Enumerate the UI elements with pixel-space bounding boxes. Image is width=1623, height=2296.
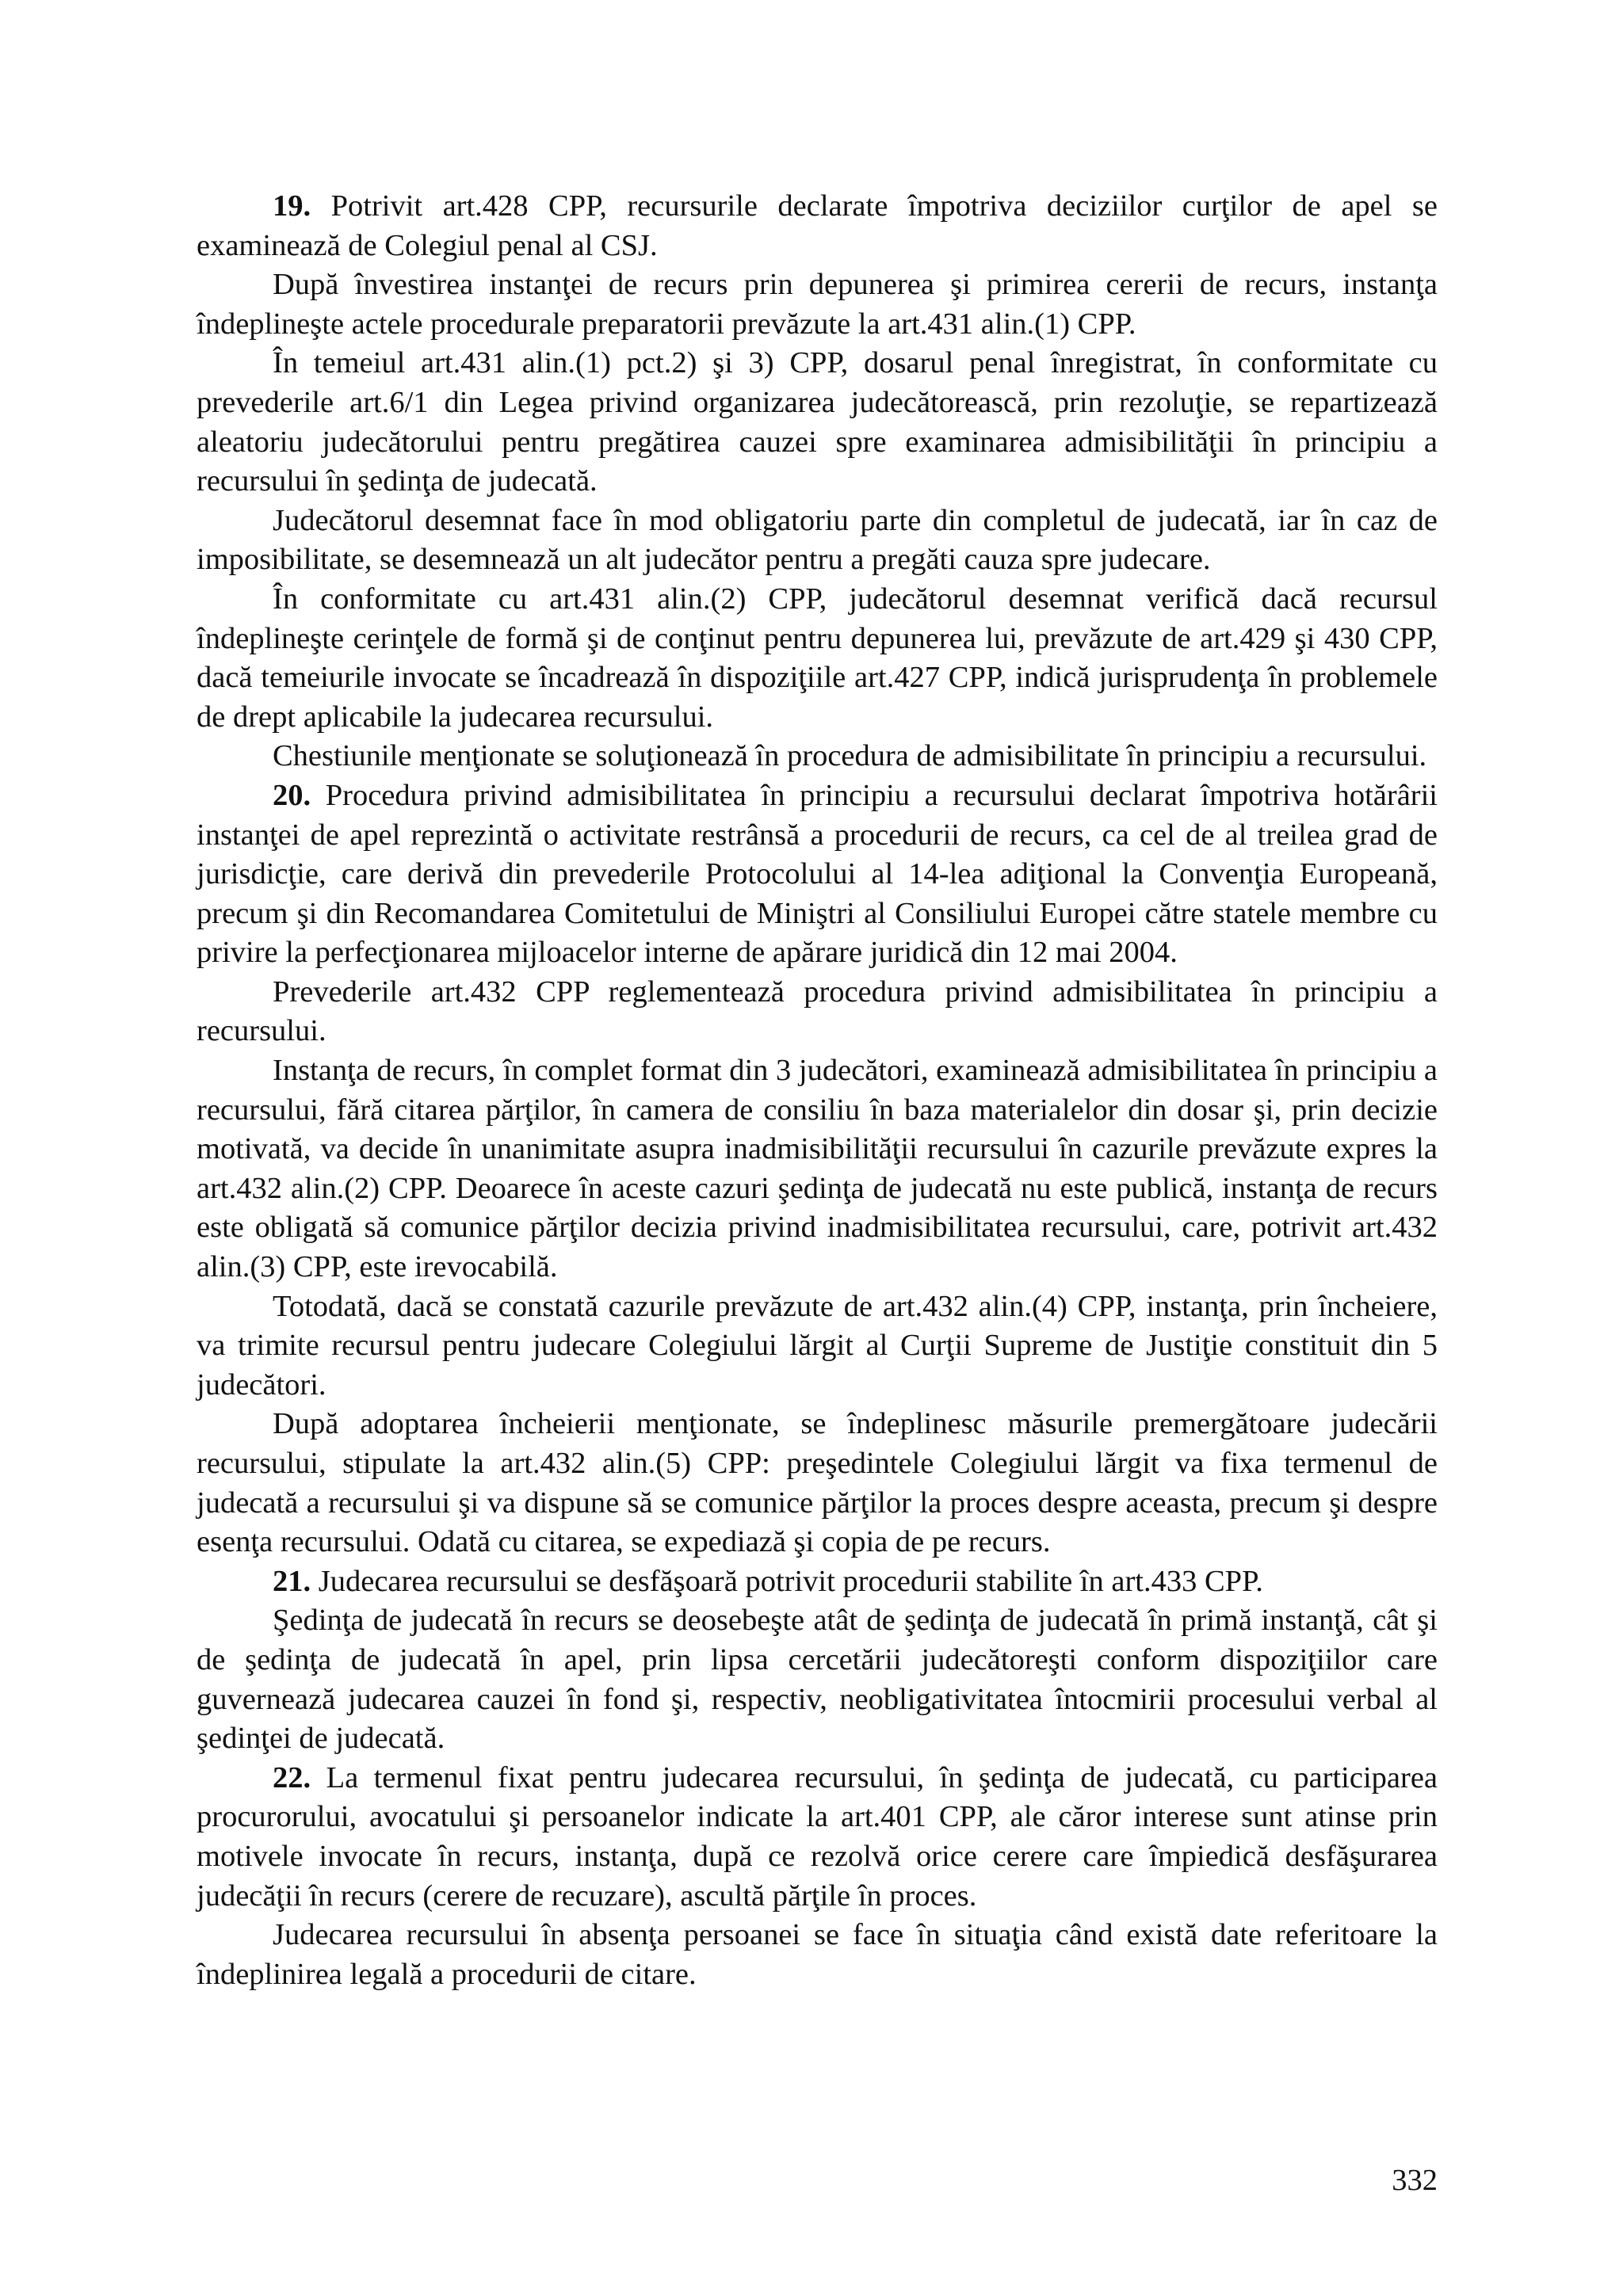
paragraph-number: 19.	[273, 189, 311, 223]
paragraph-text: Procedura privind admisibilitatea în principiu a recursului declarat împotriva hotărârii instanţei de apel reprezintă o activitate restrânsă a procedurii de recurs, ca cel de al treilea grad de jurisdicţie, care derivă din prevederile Protocolului al 14-lea adiţional la Convenţia Europeană, precum şi din Recomandarea Comitetului de Miniştri al Consiliului Europei către statele membre cu privire la perfecţionarea mijloacelor interne de apărare juridică din 12 mai 2004.	[197, 778, 1438, 970]
page-number: 332	[1392, 2164, 1438, 2197]
paragraph-text: Prevederile art.432 CPP reglementează procedura privind admisibilitatea în principiu a recursului.	[197, 974, 1438, 1048]
paragraph-text: După învestirea instanţei de recurs prin depunerea şi primirea cererii de recurs, instanţa îndeplineşte actele procedurale preparatorii prevăzute la art.431 alin.(1) CPP.	[197, 268, 1438, 341]
paragraph-text: Instanţa de recurs, în complet format din 3 judecători, examinează admisibilitatea în principiu a recursului, fără citarea părţilor, în camera de consiliu în baza materialelor din dosar şi, prin decizie motivată, va decide în unanimitate asupra inadmisibilităţii recursului în cazurile prevăzute expres la art.432 alin.(2) CPP. Deoarece în aceste cazuri şedinţa de judecată nu este publică, instanţa de recurs este obligată să comunice părţilor decizia privind inadmisibilitatea recursului, care, potrivit art.432 alin.(3) CPP, este irevocabilă.	[197, 1054, 1438, 1284]
paragraph-text: Potrivit art.428 CPP, recursurile declarate împotriva deciziilor curţilor de apel se examinează de Colegiul penal al CSJ.	[197, 189, 1438, 262]
paragraph-number: 22.	[273, 1760, 311, 1794]
paragraph	[197, 1916, 1438, 1994]
paragraph-text: Chestiunile menţionate se soluţionează în procedura de admisibilitate în principiu a recursului.	[273, 739, 1427, 773]
paragraph	[197, 344, 1438, 501]
paragraph	[197, 1051, 1438, 1287]
paragraph-text: Judecarea recursului în absenţa persoanei se face în situaţia când există date referitoare la îndeplinirea legală a procedurii de citare.	[197, 1918, 1438, 1991]
paragraph	[197, 265, 1438, 344]
paragraph-text: Totodată, dacă se constată cazurile prevăzute de art.432 alin.(4) CPP, instanţa, prin încheiere, va trimite recursul pentru judecare Colegiului lărgit al Curţii Supreme de Justiţie constituit din 5 judecători.	[197, 1289, 1438, 1402]
paragraph	[197, 580, 1438, 737]
paragraph-text: Judecarea recursului se desfăşoară potrivit procedurii stabilite în art.433 CPP.	[311, 1564, 1263, 1598]
paragraph-text: Şedinţa de judecată în recurs se deosebeşte atât de şedinţa de judecată în primă instanţă, cât şi de şedinţa de judecată în apel, prin lipsa cercetării judecătoreşti conform dispoziţiilor care guvernează judecarea cauzei în fond şi, respectiv, neobligativitatea întocmirii procesului verbal al şedinţei de judecată.	[197, 1604, 1438, 1756]
paragraph	[197, 973, 1438, 1051]
paragraph-number: 20.	[273, 778, 311, 812]
paragraph-21	[197, 1562, 1438, 1602]
paragraph-number: 21.	[273, 1564, 311, 1598]
paragraph	[197, 1287, 1438, 1405]
document-body	[197, 187, 1438, 1994]
paragraph	[197, 737, 1438, 776]
paragraph	[197, 1601, 1438, 1758]
paragraph-text: În conformitate cu art.431 alin.(2) CPP, judecătorul desemnat verifică dacă recursul îndeplineşte cerinţele de formă şi de conţinut pentru depunerea lui, prevăzute de art.429 şi 430 CPP, dacă temeiurile invocate se încadrează în dispoziţiile art.427 CPP, indică jurisprudenţa în problemele de drept aplicabile la judecarea recursului.	[197, 582, 1438, 734]
paragraph-text: După adoptarea încheierii menţionate, se îndeplinesc măsurile premergătoare judecării recursului, stipulate la art.432 alin.(5) CPP: preşedintele Colegiului lărgit va fixa termenul de judecată a recursului şi va dispune să se comunice părţilor la proces despre aceasta, precum şi despre esenţa recursului. Odată cu citarea, se expediază şi copia de pe recurs.	[197, 1407, 1438, 1559]
paragraph	[197, 502, 1438, 580]
paragraph-22	[197, 1759, 1438, 1916]
paragraph-text: La termenul fixat pentru judecarea recursului, în şedinţa de judecată, cu participarea procurorului, avocatului şi persoanelor indicate la art.401 CPP, ale căror interese sunt atinse prin motivele invocate în recurs, instanţa, după ce rezolvă orice cerere care împiedică desfăşurarea judecăţii în recurs (cerere de recuzare), ascultă părţile în proces.	[197, 1760, 1438, 1913]
paragraph-19	[197, 187, 1438, 265]
paragraph-text: În temeiul art.431 alin.(1) pct.2) şi 3) CPP, dosarul penal înregistrat, în conformitate cu prevederile art.6/1 din Legea privind organizarea judecătorească, prin rezoluţie, se repartizează aleatoriu judecătorului pentru pregătirea cauzei spre examinarea admisibilităţii în principiu a recursului în şedinţa de judecată.	[197, 346, 1438, 498]
paragraph-20	[197, 776, 1438, 973]
paragraph	[197, 1405, 1438, 1562]
paragraph-text: Judecătorul desemnat face în mod obligatoriu parte din completul de judecată, iar în caz de imposibilitate, se desemnează un alt judecător pentru a pregăti cauza spre judecare.	[197, 503, 1438, 577]
